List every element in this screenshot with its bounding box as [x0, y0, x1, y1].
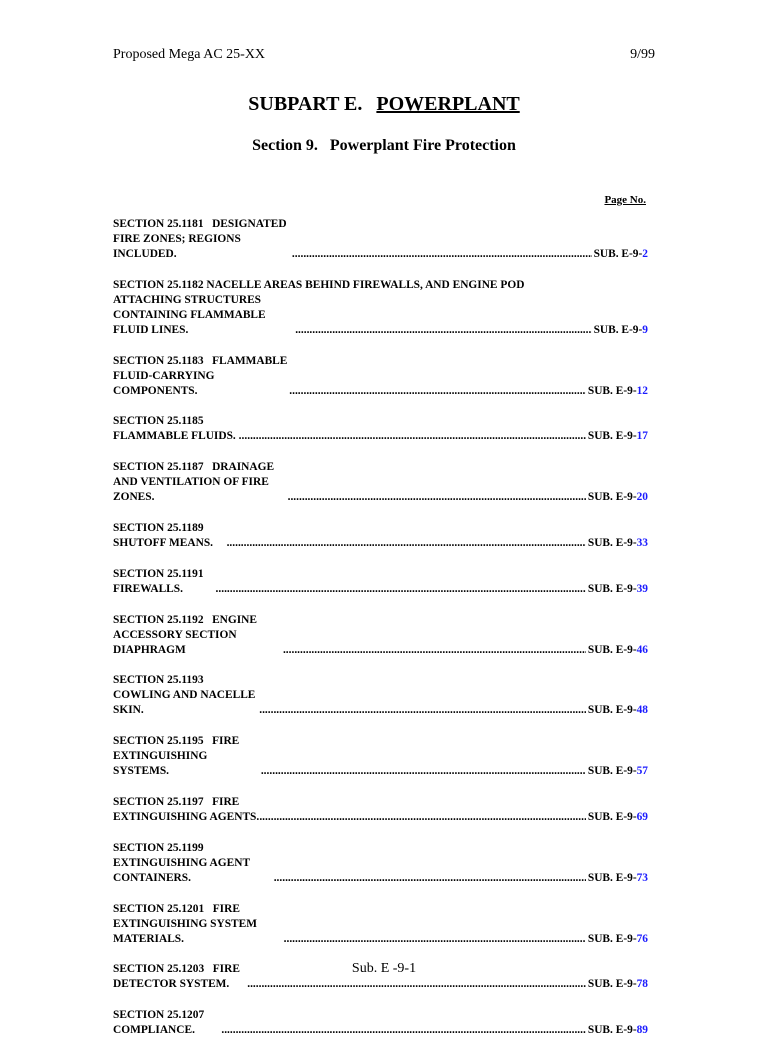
- toc-entry-section: SECTION 25.1192: [113, 613, 204, 626]
- toc-entry-section: SECTION 25.1187: [113, 461, 204, 474]
- toc-entry-ref-prefix: SUB. E-9-: [587, 384, 637, 397]
- section-heading: [0, 137, 768, 155]
- toc-entry-title: FIRE EXTINGUISHING SYSTEMS.: [113, 735, 243, 778]
- toc-dot-leader: [288, 490, 586, 505]
- toc-entry-ref-prefix: SUB. E-9-: [587, 871, 637, 884]
- toc-entry-section: SECTION 25.1182: [113, 278, 204, 291]
- toc-dot-leader: [283, 643, 586, 658]
- toc-entry[interactable]: [113, 278, 648, 338]
- toc-entry-page-link[interactable]: 73: [636, 871, 648, 884]
- toc-entry-title: DESIGNATED FIRE ZONES; REGIONS INCLUDED.: [113, 218, 290, 260]
- toc-entry-page-ref: [586, 536, 648, 551]
- toc-dot-leader: [239, 429, 586, 444]
- toc-entry-title: COWLING AND NACELLE SKIN.: [113, 689, 259, 717]
- toc-entry-page-ref: [592, 247, 648, 262]
- toc-entry[interactable]: [113, 460, 648, 505]
- toc-entry-section: SECTION 25.1181: [113, 218, 204, 230]
- toc-entry[interactable]: [113, 1008, 648, 1038]
- toc-entry-page-link[interactable]: 2: [642, 248, 648, 260]
- toc-entry-label: [113, 841, 274, 886]
- section-title: Powerplant Fire Protection: [329, 137, 516, 154]
- toc-entry-label: [113, 902, 284, 947]
- toc-entry-title: FIRE DETECTOR SYSTEM.: [113, 963, 243, 991]
- toc-dot-leader: [259, 810, 586, 825]
- toc-entry-section: SECTION 25.1191: [113, 567, 204, 580]
- toc-entry-label: [113, 278, 592, 293]
- toc-entry-page-link[interactable]: 78: [636, 978, 648, 991]
- toc-entry[interactable]: [113, 567, 648, 597]
- toc-entry-page-ref: [586, 703, 648, 718]
- toc-entry-title: FIRE EXTINGUISHING AGENTS.: [113, 795, 263, 823]
- toc-entry-page-ref: [586, 977, 648, 992]
- toc-entry-label: [113, 521, 227, 551]
- toc-dot-leader: [284, 932, 586, 947]
- toc-entry[interactable]: [113, 673, 648, 718]
- toc-entry[interactable]: [113, 841, 648, 886]
- toc-entry-page-link[interactable]: 48: [636, 704, 648, 717]
- toc-entry-title: FLAMMABLE FLUIDS.: [113, 430, 239, 443]
- toc-entry-ref-prefix: SUB. E-9-: [587, 430, 637, 443]
- subpart-title: POWERPLANT: [376, 93, 520, 115]
- toc-entry[interactable]: [113, 354, 648, 399]
- toc-entry-page-link[interactable]: 39: [636, 582, 648, 595]
- toc-entry-ref-prefix: SUB. E-9-: [593, 323, 643, 336]
- toc-entry-page-ref: [586, 643, 648, 658]
- toc-entry-page-link[interactable]: 69: [636, 810, 648, 823]
- toc-entry-page-ref: [592, 323, 648, 338]
- toc-entry-section: SECTION 25.1189: [113, 521, 204, 534]
- toc-entry-page-ref: [586, 384, 648, 399]
- toc-entry-page-link[interactable]: 89: [636, 1024, 648, 1037]
- toc-entry-title: FIREWALLS.: [113, 582, 186, 595]
- toc-dot-leader: [216, 582, 586, 597]
- toc-entry-ref-prefix: SUB. E-9-: [587, 643, 637, 656]
- toc-entry-title: FIRE EXTINGUISHING SYSTEM MATERIALS.: [113, 902, 260, 945]
- toc-entry-page-ref: [586, 810, 648, 825]
- toc-entry[interactable]: [113, 521, 648, 551]
- toc-entry-title: COMPLIANCE.: [113, 1024, 198, 1037]
- document-header-title: Proposed Mega AC 25-XX: [113, 47, 266, 62]
- toc-entry-label: [113, 673, 259, 718]
- toc-entry-ref-prefix: SUB. E-9-: [593, 248, 643, 260]
- toc-entry-label: [113, 460, 288, 505]
- toc-entry-page-ref: [586, 429, 648, 444]
- toc-dot-leader: [274, 871, 586, 886]
- toc-entry-section: SECTION 25.1193: [113, 674, 204, 687]
- subpart-heading: [0, 93, 768, 116]
- toc-entry[interactable]: [113, 734, 648, 779]
- toc-entry-title-continued: ATTACHING STRUCTURES CONTAINING FLAMMABLE FLUID LINES.: [113, 293, 269, 336]
- toc-entry-label: [113, 567, 216, 597]
- toc-dot-leader: [247, 977, 586, 992]
- toc-entry[interactable]: [113, 902, 648, 947]
- toc-entry-ref-prefix: SUB. E-9-: [587, 810, 637, 823]
- toc-entry-page-ref: [586, 764, 648, 779]
- toc-entry-title: EXTINGUISHING AGENT CONTAINERS.: [113, 856, 253, 884]
- toc-entry-ref-prefix: SUB. E-9-: [587, 932, 637, 945]
- toc-dot-leader: [227, 536, 586, 551]
- toc-entry-label: [113, 414, 239, 444]
- toc-entry-section: SECTION 25.1185: [113, 415, 204, 428]
- toc-entry-page-link[interactable]: 9: [642, 323, 648, 336]
- toc-entry-page-link[interactable]: 57: [636, 765, 648, 778]
- toc-entry-page-link[interactable]: 17: [636, 430, 648, 443]
- toc-entry-title: ENGINE ACCESSORY SECTION DIAPHRAGM: [113, 613, 260, 656]
- toc-entry-section: SECTION 25.1195: [113, 735, 204, 748]
- toc-entry-title: SHUTOFF MEANS.: [113, 536, 213, 549]
- toc-dot-leader: [289, 384, 586, 399]
- toc-entry-ref-prefix: SUB. E-9-: [587, 978, 637, 991]
- toc-entry-section: SECTION 25.1207: [113, 1009, 205, 1022]
- toc-entry-page-link[interactable]: 33: [636, 536, 648, 549]
- toc-dot-leader: [292, 247, 592, 262]
- toc-dot-leader: [221, 1023, 586, 1038]
- toc-entry-page-link[interactable]: 20: [636, 491, 648, 504]
- toc-entry-section: SECTION 25.1203: [113, 963, 205, 976]
- toc-entry-section: SECTION 25.1199: [113, 841, 204, 854]
- toc-entry-ref-prefix: SUB. E-9-: [587, 1024, 637, 1037]
- toc-entry-label: [113, 734, 261, 779]
- page-footer: Sub. E -9-1: [351, 961, 417, 976]
- toc-entry-page-ref: [586, 871, 648, 886]
- table-of-contents: [113, 217, 648, 1054]
- toc-entry-title: DRAINAGE AND VENTILATION OF FIRE ZONES.: [113, 461, 277, 504]
- toc-entry-page-ref: [586, 1023, 648, 1038]
- toc-dot-leader: [295, 323, 591, 338]
- toc-entry[interactable]: [113, 414, 648, 444]
- document-header-date: 9/99: [630, 47, 655, 62]
- toc-entry-ref-prefix: SUB. E-9-: [587, 491, 637, 504]
- toc-dot-leader: [259, 703, 586, 718]
- toc-entry-label: [113, 795, 263, 825]
- toc-entry-label: [113, 354, 289, 399]
- toc-entry-page-ref: [586, 490, 648, 505]
- toc-entry-section: SECTION 25.1197: [113, 795, 204, 808]
- toc-entry-page-link[interactable]: 12: [636, 384, 648, 397]
- toc-entry-section: SECTION 25.1183: [113, 354, 204, 367]
- toc-entry-page-link[interactable]: 46: [636, 643, 648, 656]
- toc-entry-section: SECTION 25.1201: [113, 902, 205, 915]
- toc-entry-ref-prefix: SUB. E-9-: [587, 536, 637, 549]
- toc-entry-ref-prefix: SUB. E-9-: [587, 765, 637, 778]
- toc-entry-ref-prefix: SUB. E-9-: [587, 582, 637, 595]
- toc-entry-title: FLAMMABLE FLUID-CARRYING COMPONENTS.: [113, 354, 291, 397]
- toc-entry[interactable]: [113, 217, 648, 262]
- toc-dot-leader: [261, 764, 586, 779]
- toc-entry-page-link[interactable]: 76: [636, 932, 648, 945]
- toc-entry[interactable]: [113, 613, 648, 658]
- toc-entry[interactable]: [113, 795, 648, 825]
- toc-entry-title: NACELLE AREAS BEHIND FIREWALLS, AND ENGINE POD: [206, 278, 525, 291]
- section-number: Section 9.: [252, 137, 318, 154]
- toc-entry-page-ref: [586, 582, 648, 597]
- toc-entry-page-ref: [586, 932, 648, 947]
- page-number-column-label: Page No.: [604, 194, 646, 206]
- toc-entry-label: [113, 613, 283, 658]
- toc-entry-label: [113, 217, 292, 262]
- subpart-prefix: SUBPART E.: [248, 93, 363, 115]
- toc-entry-ref-prefix: SUB. E-9-: [587, 704, 637, 717]
- toc-entry-label: [113, 1008, 221, 1038]
